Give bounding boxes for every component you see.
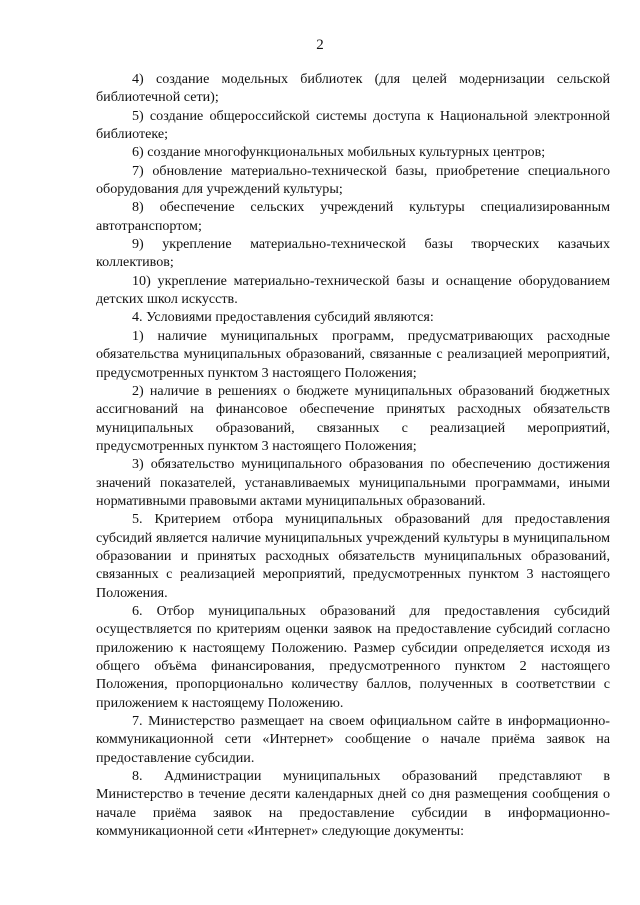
paragraph-item-9: 9) укрепление материально-технической базы творческих казачьих коллективов; (96, 236, 610, 271)
paragraph-section-4: 4. Условиями предоставления субсидий являются: (132, 309, 434, 326)
paragraph-condition-1: 1) наличие муниципальных программ, предусматривающих расходные обязательства муниципальных образований, связанные с реализацией мероприятий, предусмотренных пунктом 3 настоящего Положения; (96, 327, 610, 381)
paragraph-section-6: 6. Отбор муниципальных образований для предоставления субсидий осуществляется по критериям оценки заявок на предоставление субсидий согласно приложению к настоящему Положению. Размер субсидии определяется исходя из общего объёма финансирования, предусмотренного пунктом 2 настоящего Положения, пропорционально количеству баллов, полученных в соответствии с приложением к настоящему Положению. (96, 602, 610, 711)
document-body (96, 70, 610, 840)
paragraph-item-4: 4) создание модельных библиотек (для целей модернизации сельской библиотечной сети); (96, 71, 610, 106)
paragraph-condition-2: 2) наличие в решениях о бюджете муниципальных образований бюджетных ассигнований на финансовое обеспечение принятых расходных обязательств муниципальных образований, связанных с реализацией мероприятий, предусмотренных пунктом 3 настоящего Положения; (96, 382, 610, 454)
page-number: 2 (316, 37, 324, 53)
paragraph-item-5: 5) создание общероссийской системы доступа к Национальной электронной библиотеке; (96, 107, 610, 143)
paragraph-section-8: 8. Администрации муниципальных образований представляют в Министерство в течение десяти календарных дней со дня размещения сообщения о начале приёма заявок на предоставление субсидии в информационно-коммуникационной сети «Интернет» следующие документы: (96, 768, 610, 840)
paragraph-condition-3: 3) обязательство муниципального образования по обеспечению достижения значений показателей, устанавливаемых муниципальными программами, иными нормативными правовыми актами муниципальных образований. (96, 456, 610, 509)
paragraph-section-5: 5. Критерием отбора муниципальных образований для предоставления субсидий является наличие муниципальных учреждений культуры в муниципальном образовании и принятых расходных обязательств муниципальных образований, связанных с реализацией мероприятий, предусмотренных пунктом 3 настоящего Положения. (96, 511, 610, 601)
paragraph-item-10: 10) укрепление материально-технической базы и оснащение оборудованием детских школ искусств. (96, 272, 610, 308)
paragraph-item-6: 6) создание многофункциональных мобильных культурных центров; (132, 144, 546, 161)
paragraph-section-7: 7. Министерство размещает на своем официальном сайте в информационно-коммуникационной сети «Интернет» сообщение о начале приёма заявок на предоставление субсидии. (96, 713, 610, 766)
paragraph-item-8: 8) обеспечение сельских учреждений культуры специализированным автотранспортом; (96, 199, 610, 234)
paragraph-item-7: 7) обновление материально-технической базы, приобретение специального оборудования для учреждений культуры; (96, 162, 610, 198)
